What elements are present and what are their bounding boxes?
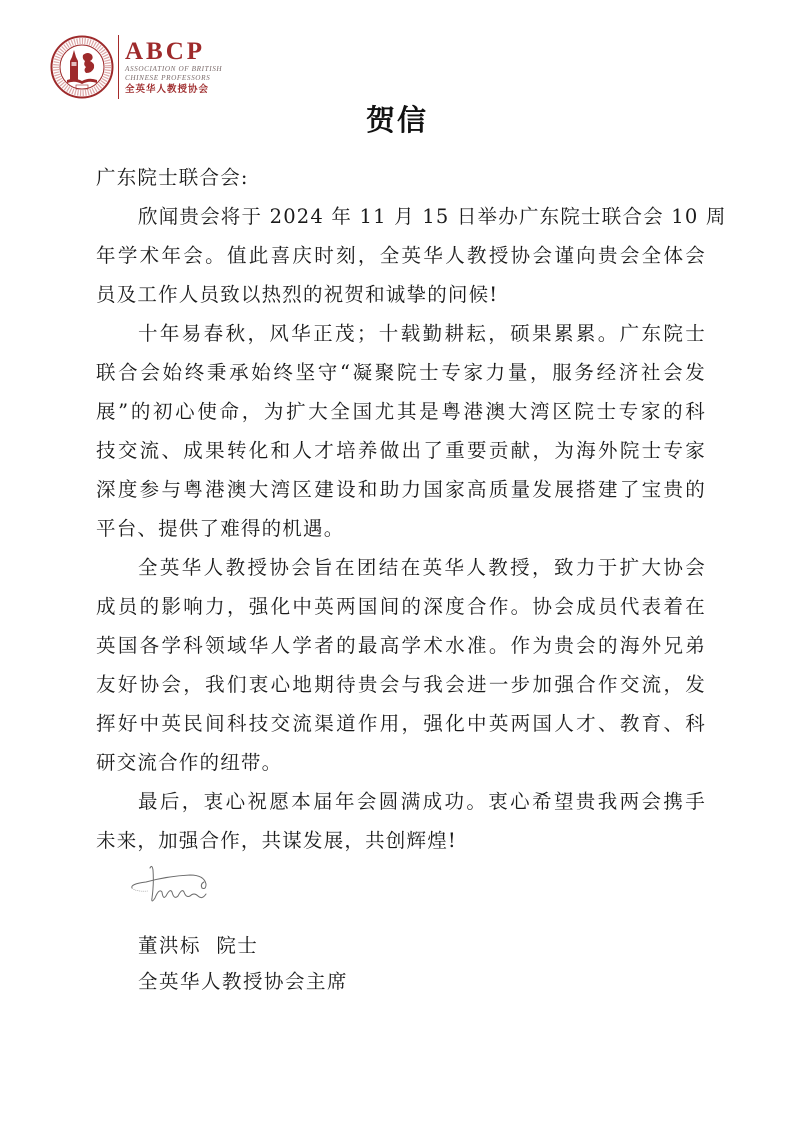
organization-english-name-line2: CHINESE PROFESSORS — [125, 73, 211, 82]
salutation: 广东院士联合会: — [96, 166, 249, 189]
paragraph-line: 平台、提供了难得的机遇。 — [96, 517, 345, 540]
paragraph-2 — [96, 314, 706, 548]
paragraph-line: 展”的初心使命，为扩大全国尤其是粤港澳大湾区院士专家的科 — [96, 400, 706, 423]
signature-block — [138, 858, 348, 1000]
paragraph-3 — [96, 548, 706, 782]
paragraph-line: 友好协会，我们衷心地期待贵会与我会进一步加强合作交流，发 — [96, 673, 706, 696]
paragraph-line: 技交流、成果转化和人才培养做出了重要贡献，为海外院士专家 — [96, 439, 706, 462]
paragraph-line: 员及工作人员致以热烈的祝贺和诚挚的问候! — [96, 283, 499, 306]
paragraph-line: 最后，衷心祝愿本届年会圆满成功。衷心希望贵我两会携手 — [138, 790, 706, 813]
paragraph-line: 深度参与粤港澳大湾区建设和助力国家高质量发展搭建了宝贵的 — [96, 478, 706, 501]
paragraph-4 — [96, 782, 706, 860]
paragraph-line: 挥好中英民间科技交流渠道作用，强化中英两国人才、教育、科 — [96, 712, 706, 735]
paragraph-line: 研交流合作的纽带。 — [96, 751, 283, 774]
handwritten-signature-icon — [128, 858, 218, 908]
organization-english-name-line1: ASSOCIATION OF BRITISH — [125, 64, 223, 73]
signatory-name: 董洪标 院士 — [138, 934, 259, 957]
letter-title: 贺信 — [365, 103, 428, 137]
paragraph-line: 未来，加强合作，共谋发展，共创辉煌! — [96, 829, 457, 852]
paragraph-line: 十年易春秋，风华正茂；十载勤耕耘，硕果累累。广东院士 — [138, 322, 706, 345]
paragraph-1 — [96, 197, 727, 314]
paragraph-line: 年学术年会。值此喜庆时刻，全英华人教授协会谨向贵会全体会 — [96, 244, 706, 267]
letterhead-text — [125, 39, 222, 96]
paragraph-line: 欣闻贵会将于 2024 年 11 月 15 日举办广东院士联合会 10 周 — [138, 205, 727, 228]
letterhead-divider — [118, 35, 119, 99]
abcp-seal-logo-icon — [50, 35, 114, 99]
organization-abbreviation: ABCP — [125, 37, 206, 65]
signatory-position: 全英华人教授协会主席 — [138, 970, 349, 993]
paragraph-line: 英国各学科领域华人学者的最高学术水准。作为贵会的海外兄弟 — [96, 634, 706, 657]
paragraph-line: 成员的影响力，强化中英两国间的深度合作。协会成员代表着在 — [96, 595, 706, 618]
organization-chinese-name: 全英华人教授协会 — [125, 83, 210, 95]
letter-body — [96, 158, 727, 860]
paragraph-line: 联合会始终秉承始终坚守“凝聚院士专家力量，服务经济社会发 — [96, 361, 706, 384]
letterhead — [50, 34, 222, 100]
paragraph-line: 全英华人教授协会旨在团结在英华人教授，致力于扩大协会 — [138, 556, 706, 579]
